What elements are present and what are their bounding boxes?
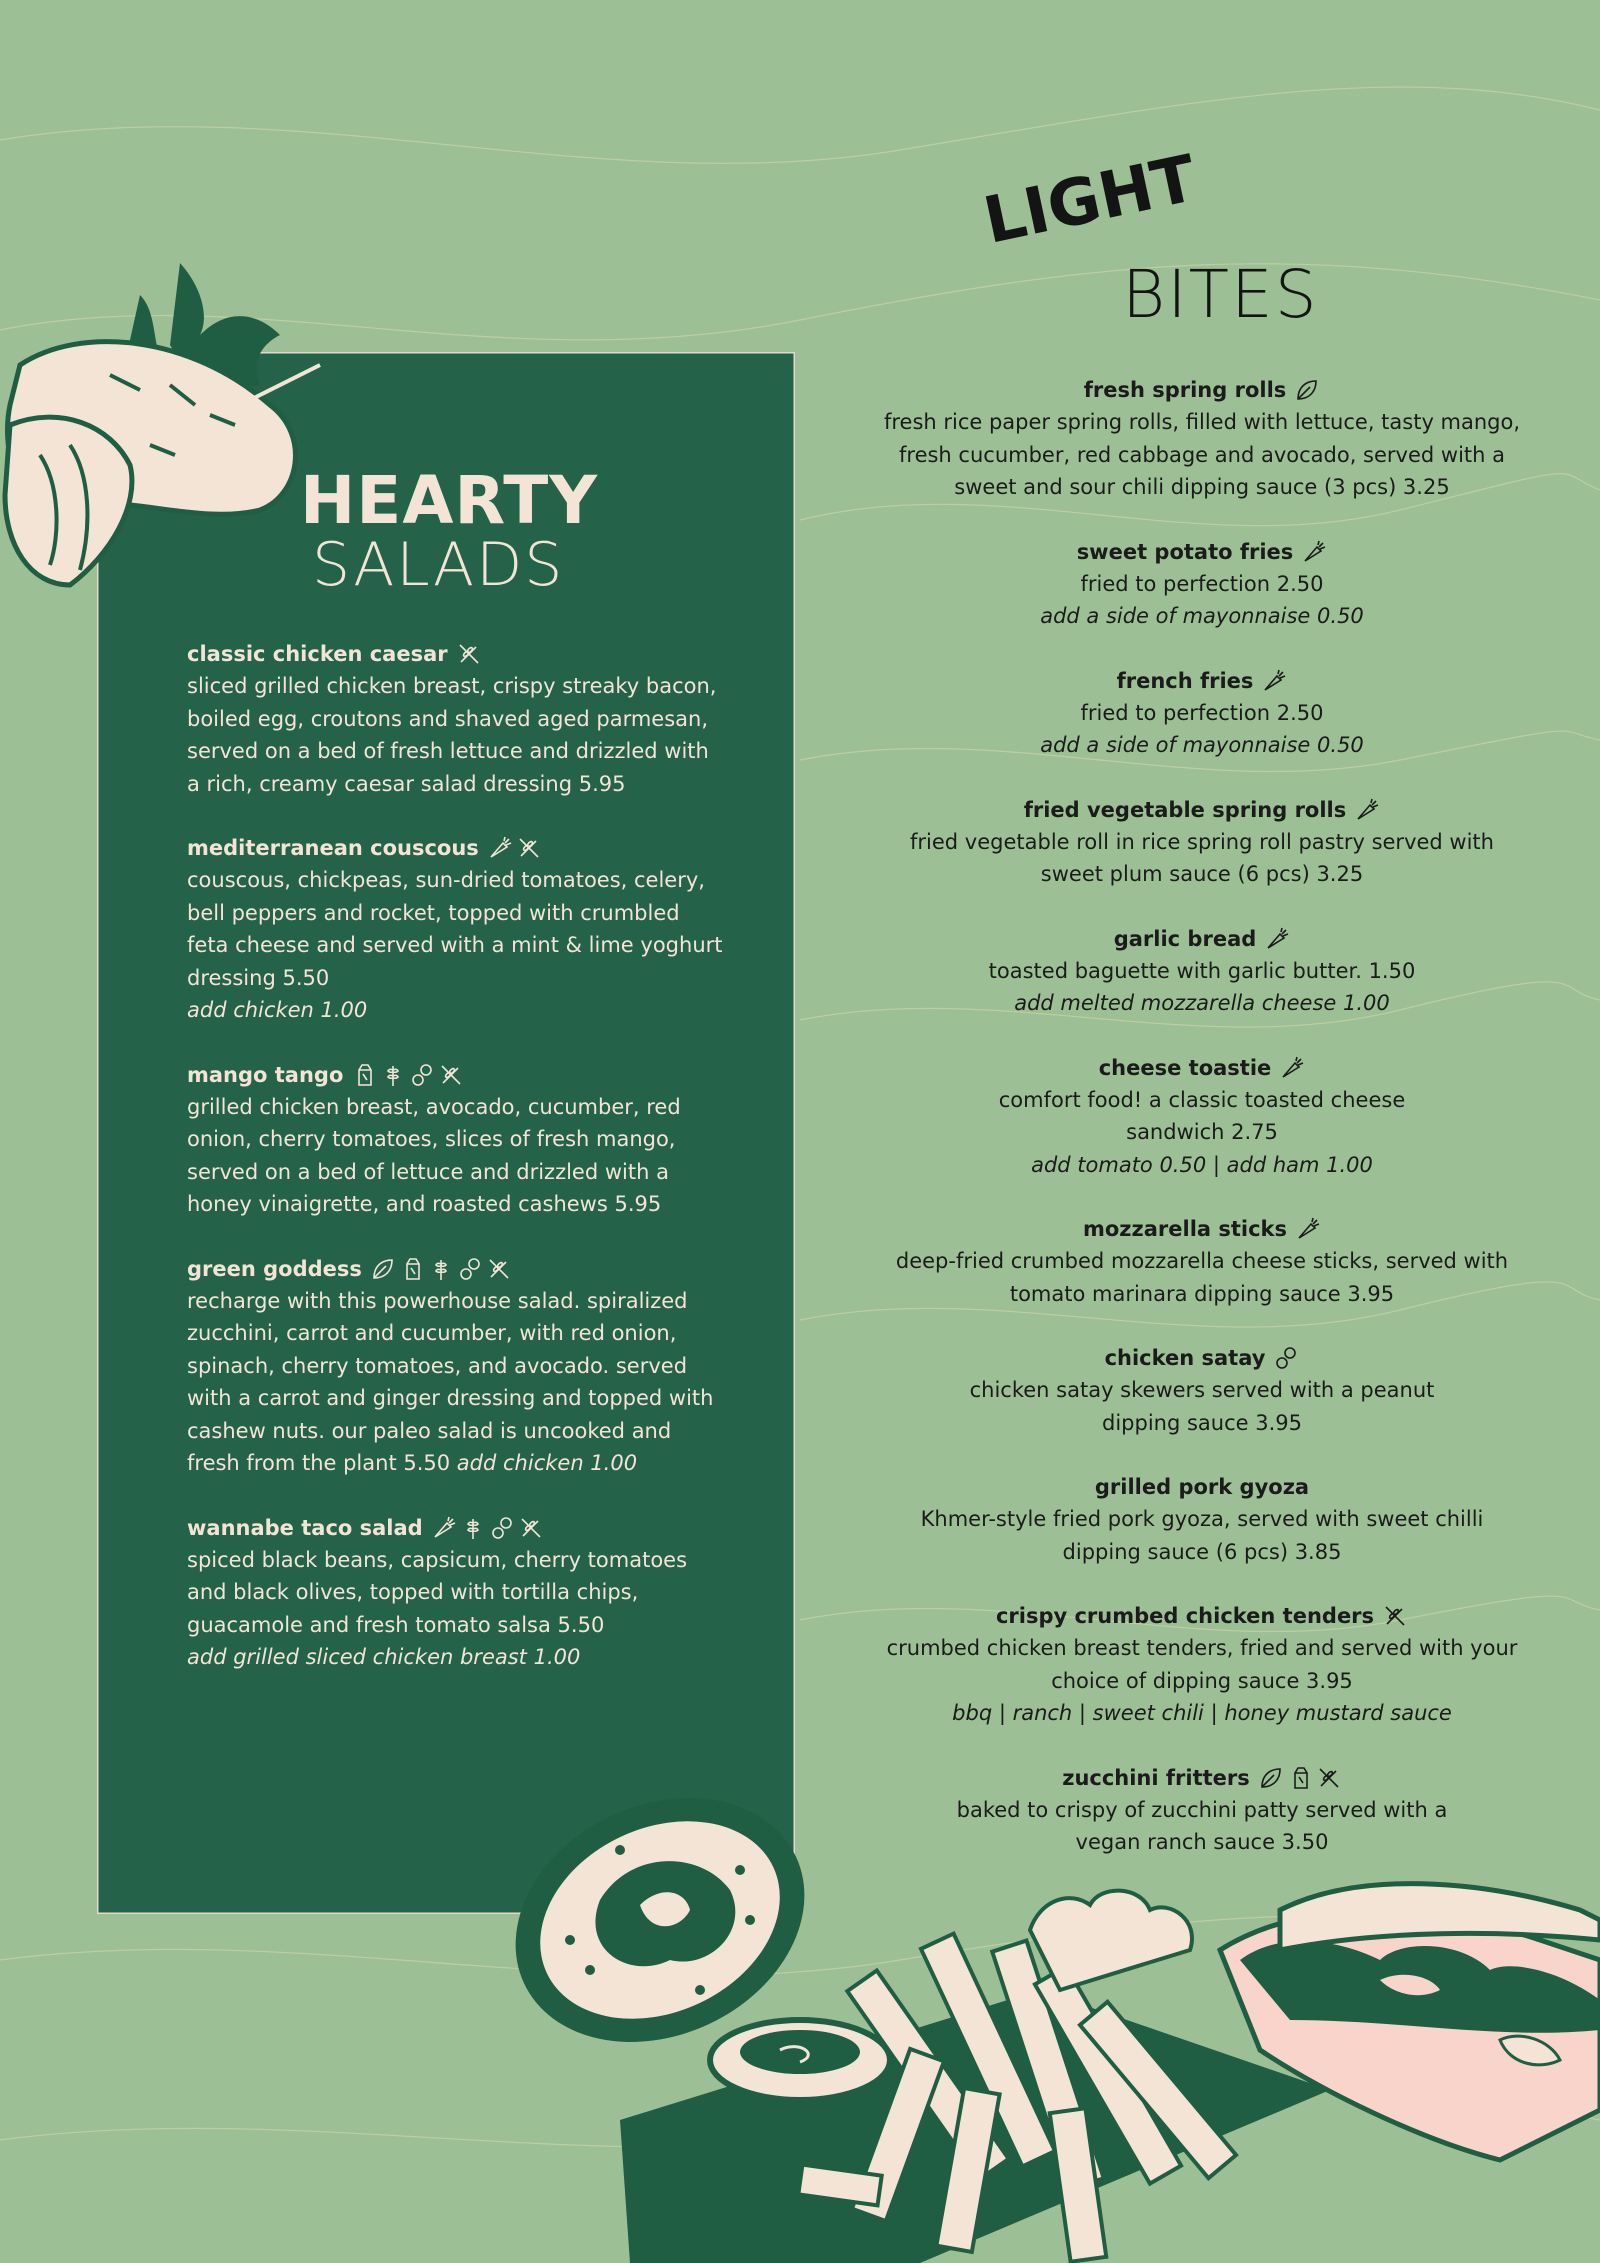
wheat-icon <box>460 1515 486 1541</box>
menu-item-cheese-toastie <box>880 1052 1524 1182</box>
no-gluten-icon <box>1382 1603 1408 1629</box>
wheat-icon <box>428 1256 454 1282</box>
menu-item-french-fries <box>880 665 1524 762</box>
leaf-icon <box>1258 1765 1284 1791</box>
peanut-icon <box>409 1062 435 1088</box>
bites-title: BITES <box>1122 256 1319 333</box>
item-description: fresh rice paper spring rolls, filled with lettuce, tasty mango, fresh cucumber, red cabbage and avocado, served with a sweet and sour chili dipping sauce (3 pcs) 3.25 <box>883 410 1521 499</box>
item-addon: add chicken 1.00 <box>456 1451 638 1475</box>
item-description-text: recharge with this powerhouse salad. spiralized zucchini, carrot and cucumber, with red onion, spinach, cherry tomatoes, and avocado. served with a carrot and ginger dressing and topped with cashew nuts. our paleo salad is uncooked and fresh from the plant 5.50 <box>187 1288 714 1475</box>
carrot-icon <box>1301 539 1327 565</box>
menu-item-fried-vegetable-spring-rolls <box>880 794 1524 891</box>
item-name: classic chicken caesar <box>187 642 448 666</box>
item-description: comfort food! a classic toasted cheese sandwich 2.75 <box>998 1087 1406 1144</box>
item-description: fried to perfection 2.50 <box>1080 700 1324 725</box>
bites-list <box>880 374 1524 1891</box>
item-description: spiced black beans, capsicum, cherry tomatoes and black olives, topped with tortilla chips, guacamole and fresh tomato salsa 5.50 <box>187 1547 688 1637</box>
item-addon: add melted mozzarella cheese 1.00 <box>1014 991 1390 1015</box>
item-name: mango tango <box>187 1062 344 1087</box>
food-illustration <box>500 1790 1600 2263</box>
item-addon: add chicken 1.00 <box>187 998 368 1022</box>
menu-item-garlic-bread <box>880 923 1524 1020</box>
item-name: cheese toastie <box>1098 1055 1272 1080</box>
milk-icon <box>351 1062 377 1088</box>
menu-item-fresh-spring-rolls <box>880 374 1524 504</box>
item-name: crispy crumbed chicken tenders <box>995 1604 1375 1628</box>
item-name: garlic bread <box>1113 926 1257 951</box>
peanut-icon <box>489 1515 515 1541</box>
no-gluten-icon <box>456 641 482 667</box>
item-addon: add a side of mayonnaise 0.50 <box>1040 733 1364 757</box>
milk-icon <box>1287 1765 1313 1791</box>
no-gluten-icon <box>518 1515 544 1541</box>
leaf-icon <box>1294 377 1320 403</box>
item-addon: add tomato 0.50 | add ham 1.00 <box>1031 1152 1373 1177</box>
item-description: grilled chicken breast, avocado, cucumber, red onion, cherry tomatoes, slices of fresh mango, served on a bed of lettuce and drizzled with a honey vinaigrette, and roasted cashews 5.95 <box>187 1094 681 1216</box>
menu-item-mozzarella-sticks <box>880 1213 1524 1310</box>
leaf-icon <box>370 1256 396 1282</box>
salad-list <box>187 638 727 1706</box>
item-description: toasted baguette with garlic butter. 1.50 <box>988 958 1416 983</box>
item-name: fresh spring rolls <box>1083 378 1287 402</box>
carrot-icon <box>1261 668 1287 694</box>
item-description: Khmer-style fried pork gyoza, served with sweet chilli dipping sauce (6 pcs) 3.85 <box>920 1507 1484 1564</box>
carrot-icon <box>487 835 513 861</box>
item-description: couscous, chickpeas, sun-dried tomatoes, celery, bell peppers and rocket, topped with crumbled feta cheese and served with a mint & lime yoghurt dressing 5.50 <box>187 868 723 990</box>
item-name: mozzarella sticks <box>1082 1217 1288 1241</box>
item-addon: add a side of mayonnaise 0.50 <box>1040 604 1364 628</box>
item-name: sweet potato fries <box>1076 539 1294 564</box>
no-gluten-icon <box>516 835 542 861</box>
item-description: chicken satay skewers served with a peanut dipping sauce 3.95 <box>969 1378 1435 1435</box>
item-addon: bbq | ranch | sweet chili | honey mustard sauce <box>952 1701 1452 1725</box>
carrot-icon <box>431 1515 457 1541</box>
item-name: chicken satay <box>1104 1346 1266 1370</box>
carrot-icon <box>1295 1216 1321 1242</box>
menu-item-wannabe-taco-salad <box>187 1512 727 1674</box>
item-description: fried to perfection 2.50 <box>1080 571 1324 596</box>
no-gluten-icon <box>486 1256 512 1282</box>
item-description: deep-fried crumbed mozzarella cheese sticks, served with tomato marinara dipping sauce 3.95 <box>895 1249 1509 1306</box>
item-description: baked to crispy of zucchini patty served with a vegan ranch sauce 3.50 <box>956 1797 1448 1854</box>
menu-item-sweet-potato-fries <box>880 536 1524 633</box>
milk-icon <box>399 1256 425 1282</box>
carrot-icon <box>1354 797 1380 823</box>
no-gluten-icon <box>1316 1765 1342 1791</box>
menu-item-grilled-pork-gyoza <box>880 1471 1524 1568</box>
menu-item-mediterranean-couscous <box>187 832 727 1027</box>
item-name: green goddess <box>187 1256 362 1281</box>
light-title: LIGHT <box>977 141 1203 259</box>
item-name: zucchini fritters <box>1062 1765 1250 1790</box>
item-description: sliced grilled chicken breast, crispy streaky bacon, boiled egg, croutons and shaved aged parmesan, served on a bed of fresh lettuce and drizzled with a rich, creamy caesar salad dressing 5.95 <box>187 674 717 796</box>
item-name: french fries <box>1116 668 1254 693</box>
menu-item-mango-tango <box>187 1059 727 1221</box>
no-gluten-icon <box>438 1062 464 1088</box>
menu-item-green-goddess <box>187 1253 727 1480</box>
menu-item-classic-chicken-caesar <box>187 638 727 800</box>
peanut-icon <box>457 1256 483 1282</box>
menu-item-crispy-crumbed-chicken-tenders <box>880 1600 1524 1730</box>
menu-item-chicken-satay <box>880 1342 1524 1439</box>
item-name: fried vegetable spring rolls <box>1023 797 1347 822</box>
salads-title: SALADS <box>312 530 565 600</box>
item-description <box>187 1285 727 1480</box>
peanut-icon <box>1273 1345 1299 1371</box>
item-addon: add grilled sliced chicken breast 1.00 <box>187 1645 581 1669</box>
carrot-icon <box>1279 1055 1305 1081</box>
item-name: mediterranean couscous <box>187 836 479 860</box>
item-description: fried vegetable roll in rice spring roll pastry served with sweet plum sauce (6 pcs) 3.25 <box>910 829 1494 886</box>
item-name: wannabe taco salad <box>187 1515 423 1540</box>
carrot-icon <box>1264 926 1290 952</box>
sweet-potato-illustration <box>0 255 340 595</box>
wheat-icon <box>380 1062 406 1088</box>
item-name: grilled pork gyoza <box>1094 1475 1310 1499</box>
item-description: crumbed chicken breast tenders, fried and served with your choice of dipping sauce 3.95 <box>886 1636 1518 1693</box>
hearty-title: HEARTY <box>300 462 599 539</box>
